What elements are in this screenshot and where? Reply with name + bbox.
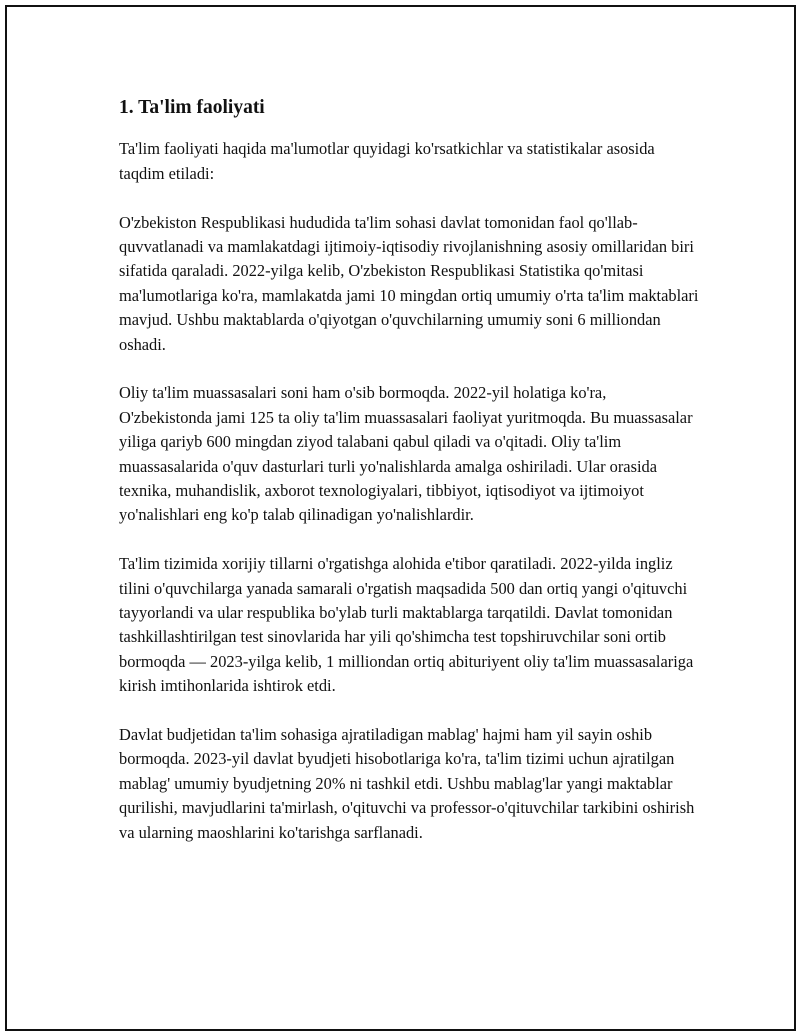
- paragraph-higher-education: Oliy ta'lim muassasalari soni ham o'sib bormoqda. 2022-yil holatiga ko'ra, O'zbekistonda jami 125 ta oliy ta'lim muassasalari faoliyat yuritmoqda. Bu muassasalar yiliga qariyb 600 mingdan ziyod talabani qabul qiladi va o'qitadi. Oliy ta'lim muassasalarida o'quv dasturlari turli yo'nalishlarda amalga oshiriladi. Ular orasida texnika, muhandislik, axborot texnologiyalari, tibbiyot, iqtisodiyot va ijtimoiyot yo'nalishlari eng ko'p talab qilinadigan yo'nalishlardir.: [119, 383, 693, 525]
- paragraph-intro: Ta'lim faoliyati haqida ma'lumotlar quyidagi ko'rsatkichlar va statistikalar asosida taqdim etiladi:: [119, 139, 655, 183]
- page-frame: [5, 5, 796, 1031]
- document-body: [119, 95, 699, 869]
- section-heading: 1. Ta'lim faoliyati: [119, 97, 265, 118]
- paragraph-foreign-languages: Ta'lim tizimida xorijiy tillarni o'rgatishga alohida e'tibor qaratiladi. 2022-yilda ingliz tilini o'quvchilarga yanada samarali o'rgatish maqsadida 500 dan ortiq yangi o'qituvchi tayyorlandi va ular respublika bo'ylab turli maktablarga tarqatildi. Davlat tomonidan tashkillashtirilgan test sinovlarida har yili qo'shimcha test topshiruvchilar soni ortib bormoqda — 2023-yilga kelib, 1 milliondan ortiq abituriyent oliy ta'lim muassasalariga kirish imtihonlarida ishtirok etdi.: [119, 554, 694, 696]
- paragraph-budget: Davlat budjetidan ta'lim sohasiga ajratiladigan mablag' hajmi ham yil sayin oshib bormoqda. 2023-yil davlat byudjeti hisobotlariga ko'ra, ta'lim tizimi uchun ajratilgan mablag' umumiy byudjetning 20% ni tashkil etdi. Ushbu mablag'lar yangi maktablar qurilishi, mavjudlarini ta'mirlash, o'qituvchi va professor-o'qituvchilar tarkibini oshirish va ularning maoshlarini ko'tarishga sarflanadi.: [119, 725, 695, 842]
- paragraph-general-education: O'zbekiston Respublikasi hududida ta'lim sohasi davlat tomonidan faol qo'llab-quvvatlanadi va mamlakatdagi ijtimoiy-iqtisodiy rivojlanishning asosiy omillaridan biri sifatida qaraladi. 2022-yilga kelib, O'zbekiston Respublikasi Statistika qo'mitasi ma'lumotlariga ko'ra, mamlakatda jami 10 mingdan ortiq umumiy o'rta ta'lim maktablari mavjud. Ushbu maktablarda o'qiyotgan o'quvchilarning umumiy soni 6 milliondan oshadi.: [119, 212, 699, 354]
